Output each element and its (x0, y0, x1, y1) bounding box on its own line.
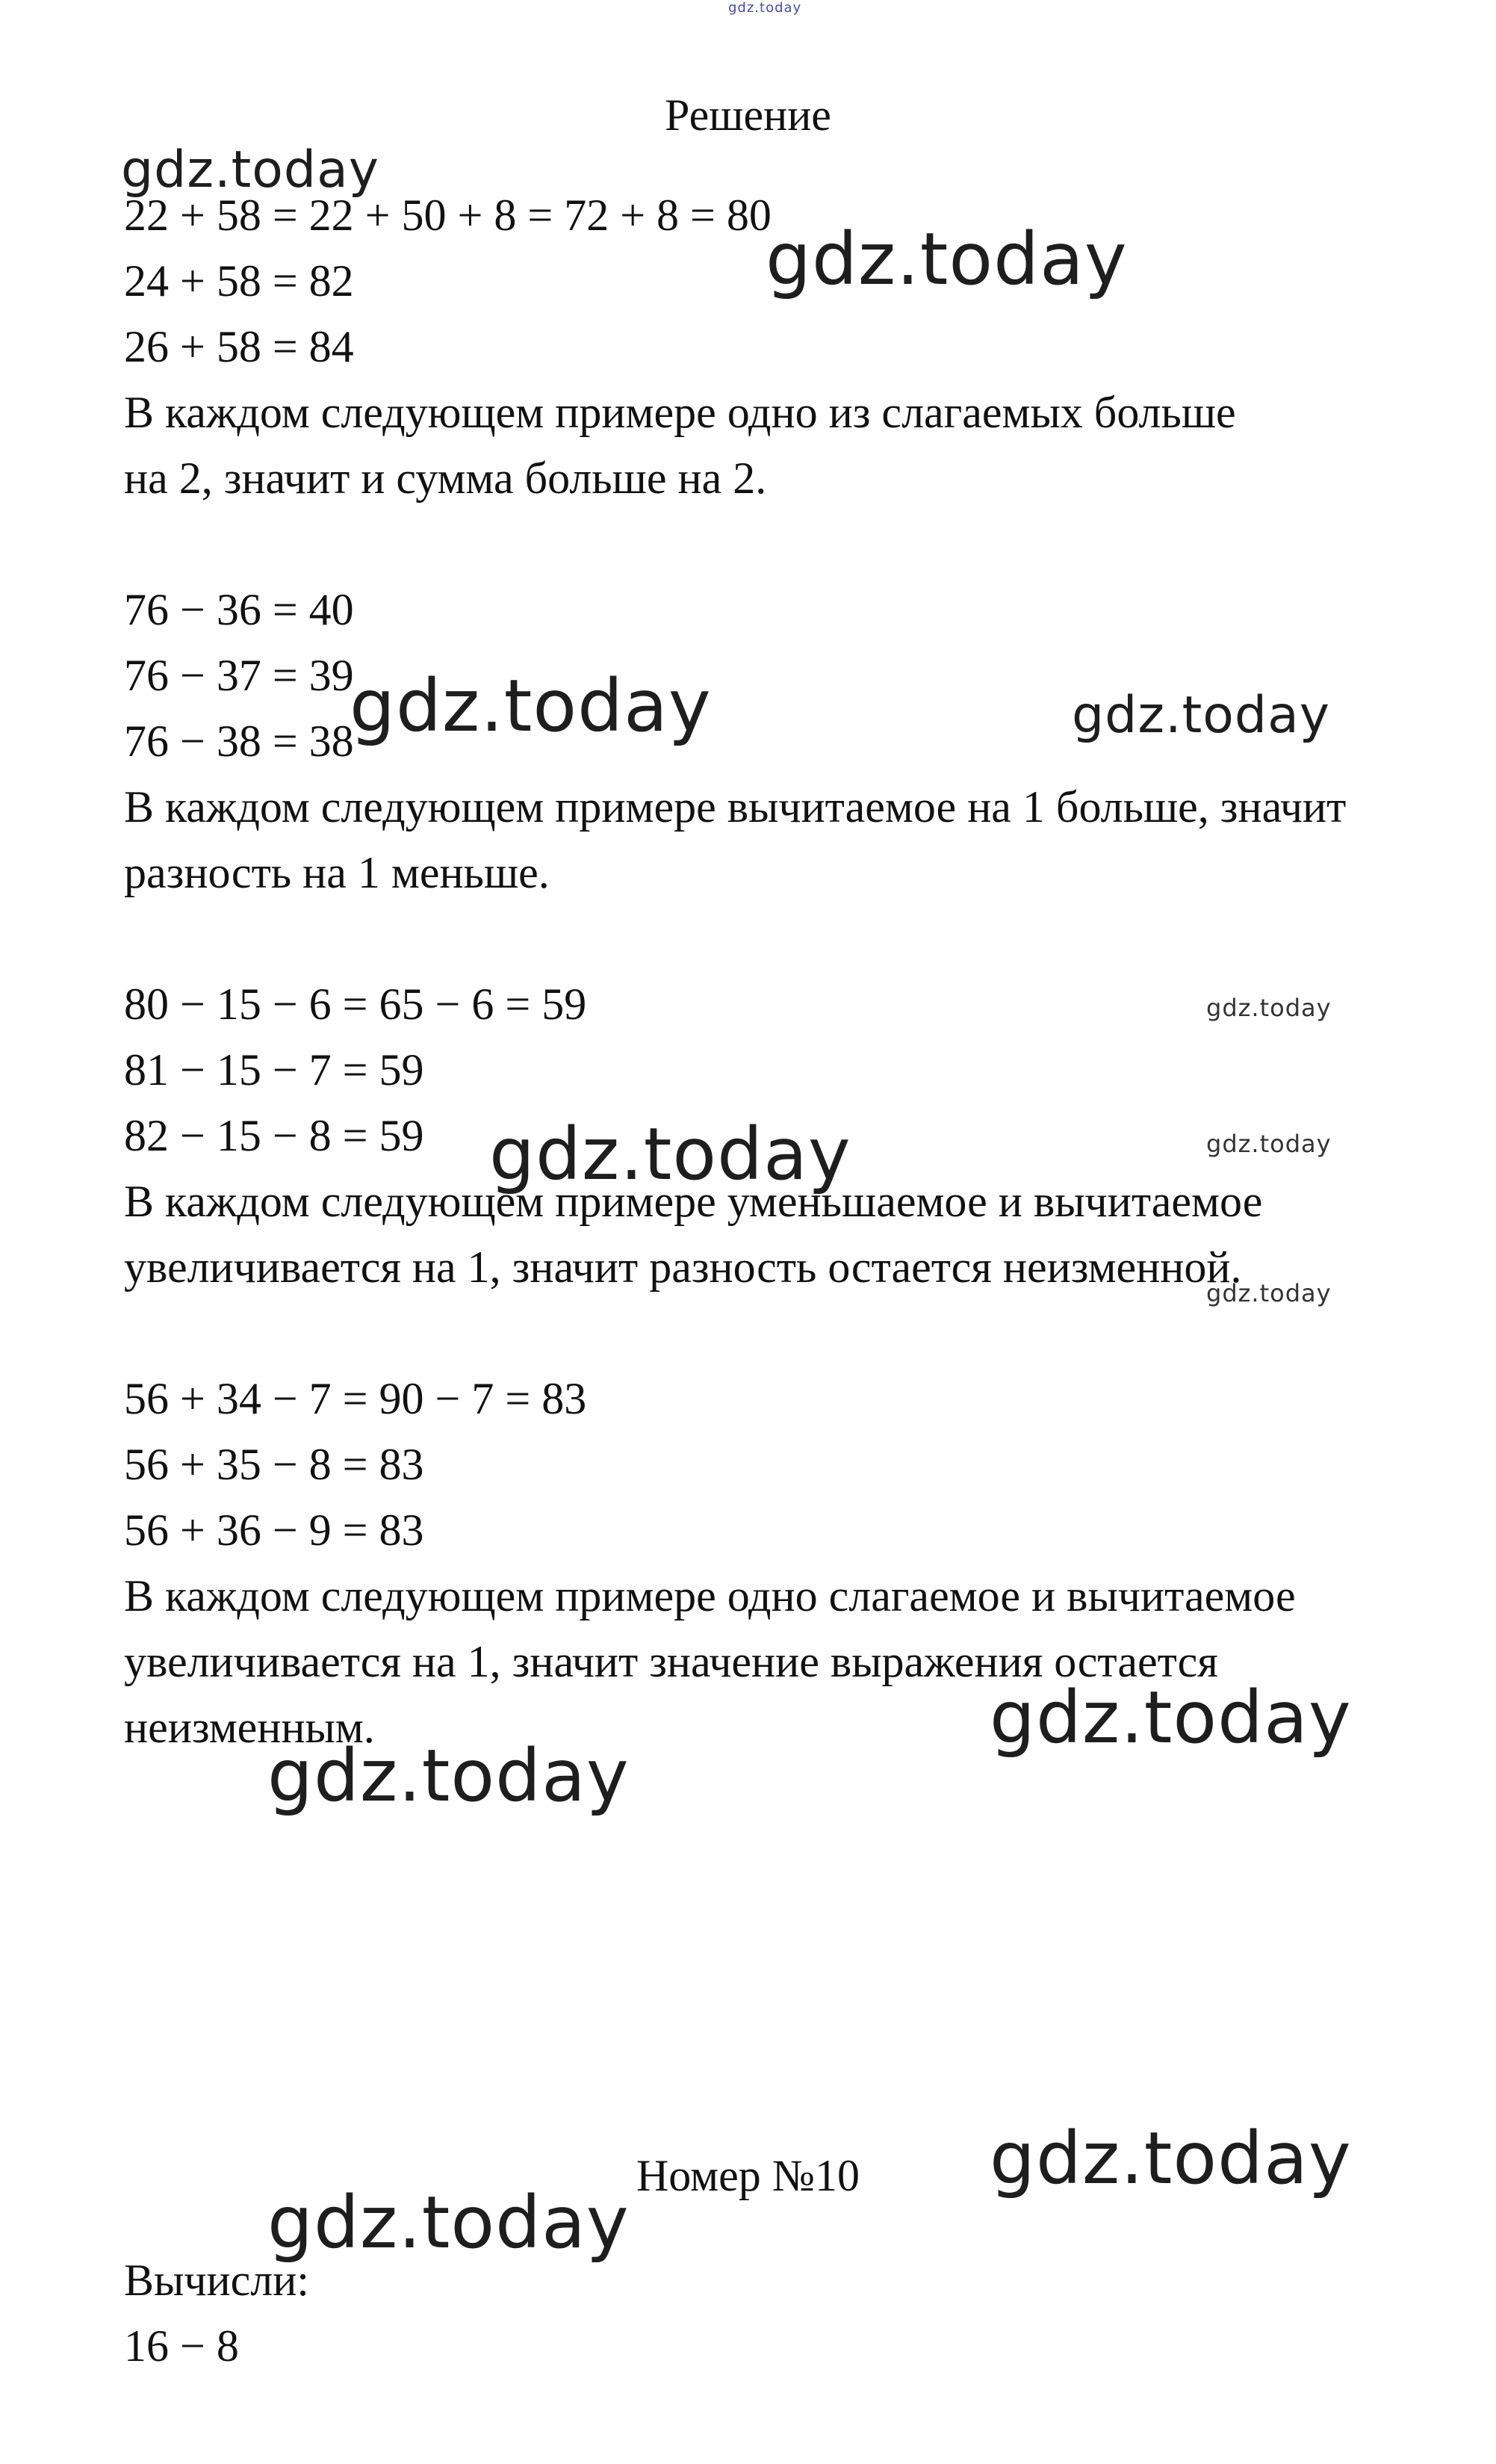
explanation-2-line-1: В каждом следующем примере вычитаемое на 1 больше, значит (124, 782, 1347, 832)
watermark-3: gdz.today (350, 664, 712, 748)
watermark-10: gdz.today (267, 1734, 630, 1818)
equation-2-3: 76 − 38 = 38 (124, 716, 354, 766)
equation-3-2: 81 − 15 − 7 = 59 (124, 1045, 424, 1095)
equation-2-1: 76 − 36 = 40 (124, 585, 354, 634)
watermark-6: gdz.today (489, 1112, 851, 1196)
equation-1-2: 24 + 58 = 82 (124, 256, 354, 306)
watermark-7: gdz.today (1206, 1130, 1332, 1158)
equation-4-2: 56 + 35 − 8 = 83 (124, 1440, 424, 1489)
explanation-1-line-2: на 2, значит и сумма больше на 2. (124, 454, 767, 503)
explanation-4-line-2: увеличивается на 1, значит значение выражения остается (124, 1637, 1218, 1686)
watermark-top: gdz.today (728, 0, 802, 16)
watermark-12: gdz.today (267, 2181, 630, 2265)
task-expression: 16 − 8 (124, 2321, 239, 2371)
equation-3-1: 80 − 15 − 6 = 65 − 6 = 59 (124, 979, 587, 1029)
watermark-4: gdz.today (1072, 686, 1330, 745)
equation-1-1: 22 + 58 = 22 + 50 + 8 = 72 + 8 = 80 (124, 191, 772, 240)
watermark-11: gdz.today (990, 2117, 1352, 2200)
equation-2-2: 76 − 37 = 39 (124, 651, 354, 700)
watermark-1: gdz.today (121, 140, 379, 199)
equation-4-3: 56 + 36 − 9 = 83 (124, 1505, 424, 1555)
watermark-5: gdz.today (1206, 994, 1332, 1022)
explanation-3-line-2: увеличивается на 1, значит разность остается неизменной. (124, 1242, 1242, 1292)
equation-1-3: 26 + 58 = 84 (124, 322, 354, 371)
explanation-4-line-1: В каждом следующем примере одно слагаемое и вычитаемое (124, 1571, 1296, 1621)
explanation-4-line-3: неизменным. (124, 1703, 375, 1752)
solution-heading: Решение (665, 90, 831, 140)
equation-3-3: 82 − 15 − 8 = 59 (124, 1111, 424, 1160)
task-number-heading: Номер №10 (636, 2151, 860, 2200)
explanation-3-line-1: В каждом следующем примере уменьшаемое и вычитаемое (124, 1177, 1263, 1226)
watermark-8: gdz.today (1206, 1279, 1332, 1307)
explanation-2-line-2: разность на 1 меньше. (124, 848, 550, 897)
watermark-2: gdz.today (766, 217, 1128, 301)
explanation-1-line-1: В каждом следующем примере одно из слагаемых больше (124, 388, 1236, 437)
watermark-9: gdz.today (990, 1676, 1352, 1759)
equation-4-1: 56 + 34 − 7 = 90 − 7 = 83 (124, 1374, 587, 1423)
task-prompt: Вычисли: (124, 2256, 309, 2305)
